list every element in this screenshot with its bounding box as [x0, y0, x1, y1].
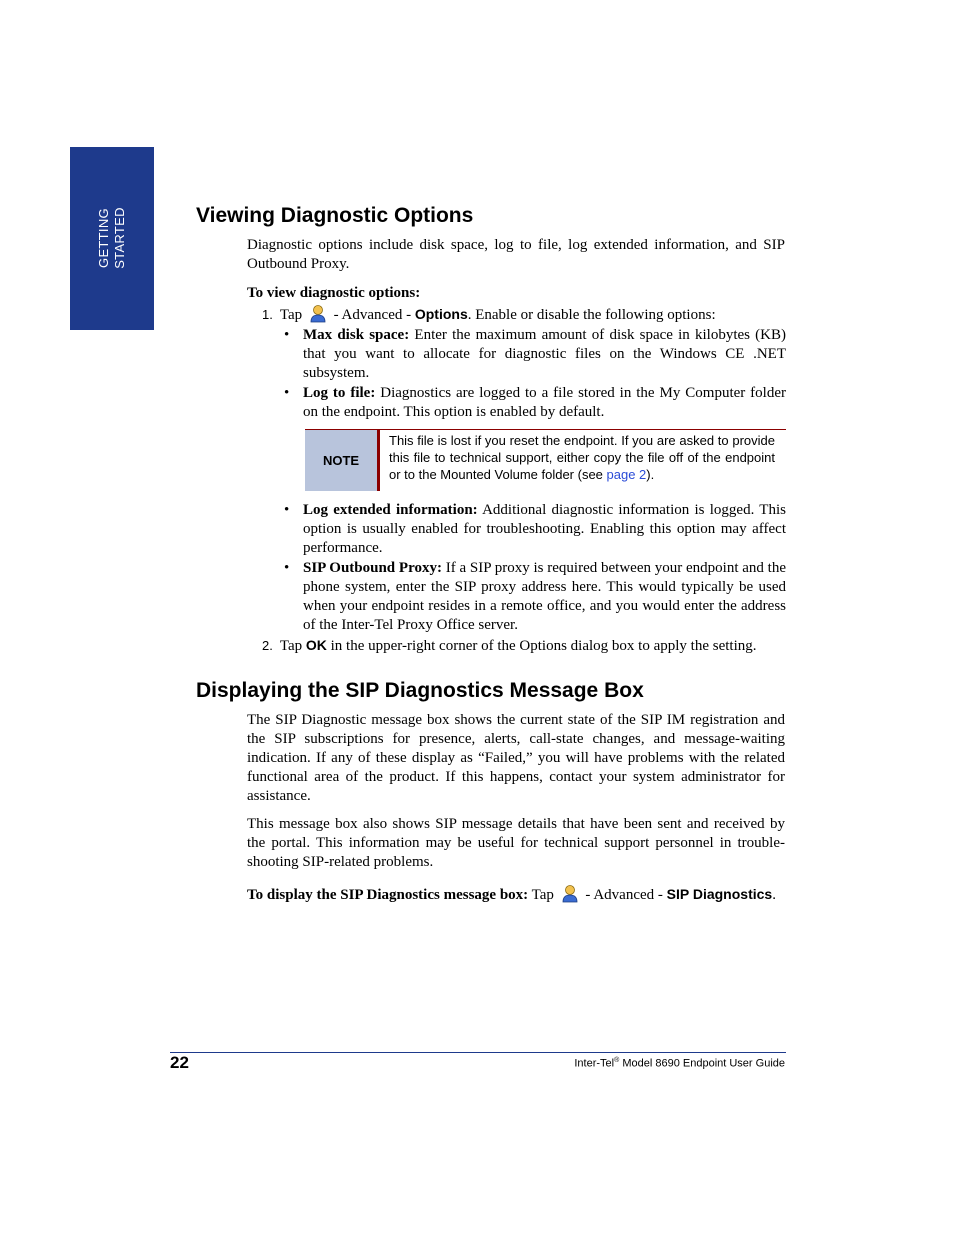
side-tab-label: GETTING STARTED [96, 207, 127, 269]
user-icon[interactable] [561, 884, 579, 903]
footer-title: Inter-Tel® Model 8690 Endpoint User Guide [574, 1057, 785, 1070]
bullet-log-to-file: • Log to file: Diagnostics are logged to a file stored in the My Computer folder on the endpoint. This option is enabled by default. [284, 385, 787, 420]
bullet-max-disk-space: • Max disk space: Enter the maximum amount of disk space in kilobytes (KB) that you want to allocate for diagnostic files on the Windows CE .NET subsystem. [284, 327, 786, 381]
section2-para2: This message box also shows SIP message details that have been sent and received by the portal. This information may be useful for technical support personnel in trouble-shooting SIP-related problems. [247, 816, 785, 870]
section2-para1: The SIP Diagnostic message box shows the current state of the SIP IM registration and the SIP subscriptions for presence, alerts, call-state changes, and message-waiting indication. If any of these display as “Failed,” you will have problems with the related functional area of the product. If this happens, contact your system administrator for assistance. [247, 712, 785, 804]
bullet-sip-outbound-proxy: • SIP Outbound Proxy: If a SIP proxy is required between your endpoint and the phone system, enter the SIP proxy address here. This would typically be used when your endpoint resides in a remote office, and you would enter the address of the Inter-Tel Proxy Office server. [284, 560, 786, 633]
bullet-dot-icon: • [284, 560, 290, 576]
bullet-dot-icon: • [284, 385, 290, 401]
note-box [305, 429, 786, 491]
step-1: 1. Tap - Advanced - Options. Enable or disable the following options: [262, 306, 716, 323]
note-label: NOTE [305, 430, 380, 491]
page-2-link[interactable]: page 2 [606, 467, 647, 482]
section1-intro: Diagnostic options include disk space, log to file, log extended information, and SIP Outbound Proxy. [247, 237, 785, 272]
bullet-dot-icon: • [284, 502, 290, 518]
bullet-dot-icon: • [284, 327, 290, 343]
section-title-sip-diagnostics: Displaying the SIP Diagnostics Message Box [196, 679, 644, 702]
page-number: 22 [170, 1053, 189, 1072]
section-title-viewing-diagnostic-options: Viewing Diagnostic Options [196, 204, 474, 227]
bullet-log-extended-information: • Log extended information: Additional diagnostic information is logged. This option is usually enabled for troubleshooting. Enabling this option may affect performance. [284, 502, 786, 556]
procedure-sip-diagnostics: To display the SIP Diagnostics message box: Tap - Advanced - SIP Diagnostics. [247, 886, 776, 903]
user-icon[interactable] [309, 304, 327, 323]
note-text: This file is lost if you reset the endpoint. If you are asked to provide this file to technical support, either copy the file off of the endpoint or to the Mounted Volume folder (see page 2). [389, 433, 775, 482]
step-2: 2. Tap OK in the upper-right corner of the Options dialog box to apply the setting. [262, 637, 757, 654]
procedure-label-view: To view diagnostic options: [247, 285, 421, 301]
footer-rule [170, 1052, 786, 1053]
